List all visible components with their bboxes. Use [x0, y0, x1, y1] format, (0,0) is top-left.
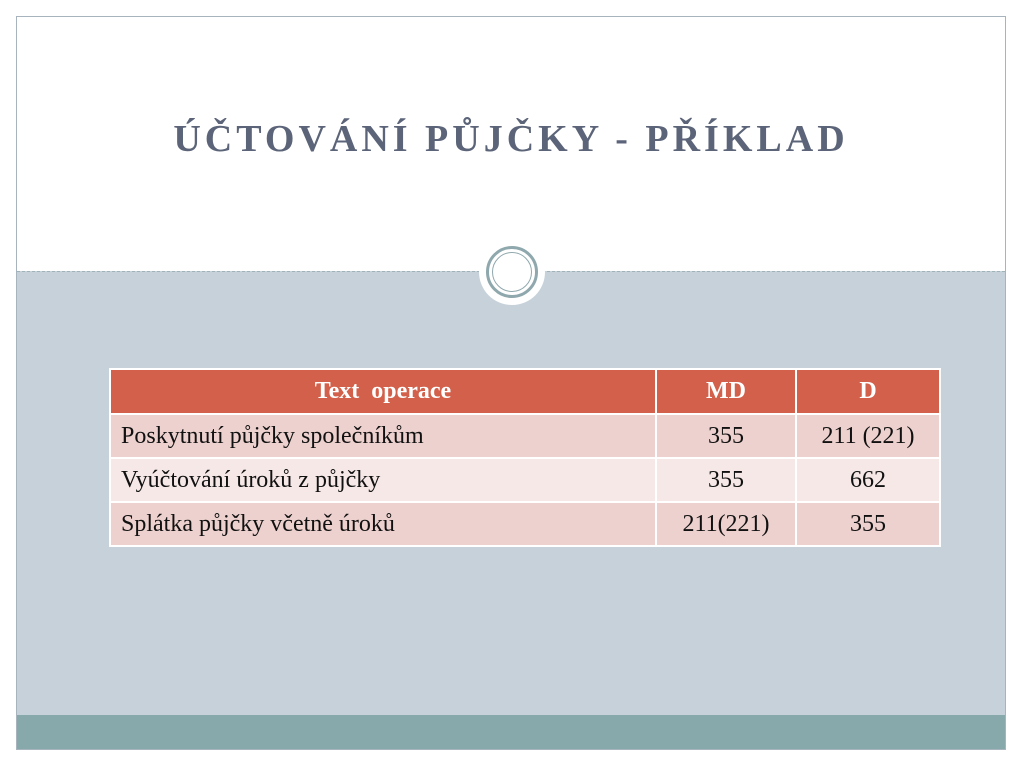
row-text: Poskytnutí půjčky společníkům	[110, 414, 656, 458]
row-md: 211(221)	[656, 502, 796, 546]
footer-bar	[17, 715, 1005, 749]
circle-ornament-inner	[492, 252, 532, 292]
row-d: 211 (221)	[796, 414, 940, 458]
row-text: Splátka půjčky včetně úroků	[110, 502, 656, 546]
header-md: MD	[656, 369, 796, 414]
row-md: 355	[656, 458, 796, 502]
accounting-table	[109, 368, 941, 547]
table-header-row	[110, 369, 940, 414]
row-text: Vyúčtování úroků z půjčky	[110, 458, 656, 502]
table-row	[110, 458, 940, 502]
slide	[16, 16, 1006, 750]
row-d: 662	[796, 458, 940, 502]
title-area	[17, 17, 1005, 271]
table-row	[110, 502, 940, 546]
row-md: 355	[656, 414, 796, 458]
header-d: D	[796, 369, 940, 414]
table-row	[110, 414, 940, 458]
row-d: 355	[796, 502, 940, 546]
slide-title: ÚČTOVÁNÍ PŮJČKY - PŘÍKLAD	[173, 118, 849, 160]
header-text-operace: Text operace	[110, 369, 656, 414]
